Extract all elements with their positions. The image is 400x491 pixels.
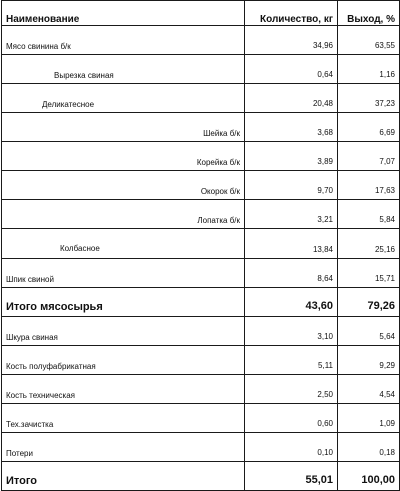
row-name: Окорок б/к — [2, 171, 245, 200]
row-name: Вырезка свиная — [2, 55, 245, 84]
row-qty: 8,64 — [245, 259, 338, 288]
row-qty: 0,64 — [245, 55, 338, 84]
yield-table — [1, 0, 400, 491]
row-qty: 0,10 — [245, 433, 338, 462]
subtotal-yield: 79,26 — [338, 288, 400, 317]
table-row — [2, 113, 400, 142]
table-row — [2, 404, 400, 433]
row-name: Потери — [2, 433, 245, 462]
row-name: Деликатесное — [2, 84, 245, 113]
row-yield: 17,63 — [338, 171, 400, 200]
table-row — [2, 171, 400, 200]
row-yield: 7,07 — [338, 142, 400, 171]
row-yield: 37,23 — [338, 84, 400, 113]
row-yield: 0,18 — [338, 433, 400, 462]
row-name: Шкура свиная — [2, 317, 245, 346]
row-name: Тех.зачистка — [2, 404, 245, 433]
row-name: Кость техническая — [2, 375, 245, 404]
total-name: Итого — [2, 462, 245, 491]
row-qty: 5,11 — [245, 346, 338, 375]
row-qty: 3,10 — [245, 317, 338, 346]
row-name: Лопатка б/к — [2, 200, 245, 229]
row-yield: 4,54 — [338, 375, 400, 404]
header-qty: Количество, кг — [245, 1, 338, 26]
row-yield: 25,16 — [338, 229, 400, 259]
total-qty: 55,01 — [245, 462, 338, 491]
row-yield: 5,84 — [338, 200, 400, 229]
row-name: Колбасное — [2, 229, 245, 259]
row-name: Шейка б/к — [2, 113, 245, 142]
table-row — [2, 229, 400, 259]
header-name: Наименование — [2, 1, 245, 26]
row-yield: 6,69 — [338, 113, 400, 142]
row-qty: 3,68 — [245, 113, 338, 142]
row-qty: 0,60 — [245, 404, 338, 433]
row-yield: 63,55 — [338, 26, 400, 55]
row-yield: 9,29 — [338, 346, 400, 375]
table-row — [2, 142, 400, 171]
table-row — [2, 26, 400, 55]
row-yield: 15,71 — [338, 259, 400, 288]
table-row — [2, 55, 400, 84]
table-row — [2, 375, 400, 404]
row-yield: 1,16 — [338, 55, 400, 84]
row-qty: 3,21 — [245, 200, 338, 229]
table-row — [2, 317, 400, 346]
row-yield: 5,64 — [338, 317, 400, 346]
table-row — [2, 433, 400, 462]
header-yield: Выход, % — [338, 1, 400, 26]
total-yield: 100,00 — [338, 462, 400, 491]
row-name: Корейка б/к — [2, 142, 245, 171]
row-qty: 20,48 — [245, 84, 338, 113]
table-row — [2, 84, 400, 113]
row-name: Кость полуфабрикатная — [2, 346, 245, 375]
row-qty: 34,96 — [245, 26, 338, 55]
subtotal-name: Итого мясосырья — [2, 288, 245, 317]
subtotal-qty: 43,60 — [245, 288, 338, 317]
table-row — [2, 259, 400, 288]
row-yield: 1,09 — [338, 404, 400, 433]
table-row — [2, 200, 400, 229]
row-qty: 3,89 — [245, 142, 338, 171]
row-name: Шпик свиной — [2, 259, 245, 288]
total-row — [2, 462, 400, 491]
header-row — [2, 1, 400, 26]
row-qty: 13,84 — [245, 229, 338, 259]
table-row — [2, 346, 400, 375]
row-qty: 2,50 — [245, 375, 338, 404]
subtotal-row — [2, 288, 400, 317]
row-name: Мясо свинина б/к — [2, 26, 245, 55]
row-qty: 9,70 — [245, 171, 338, 200]
